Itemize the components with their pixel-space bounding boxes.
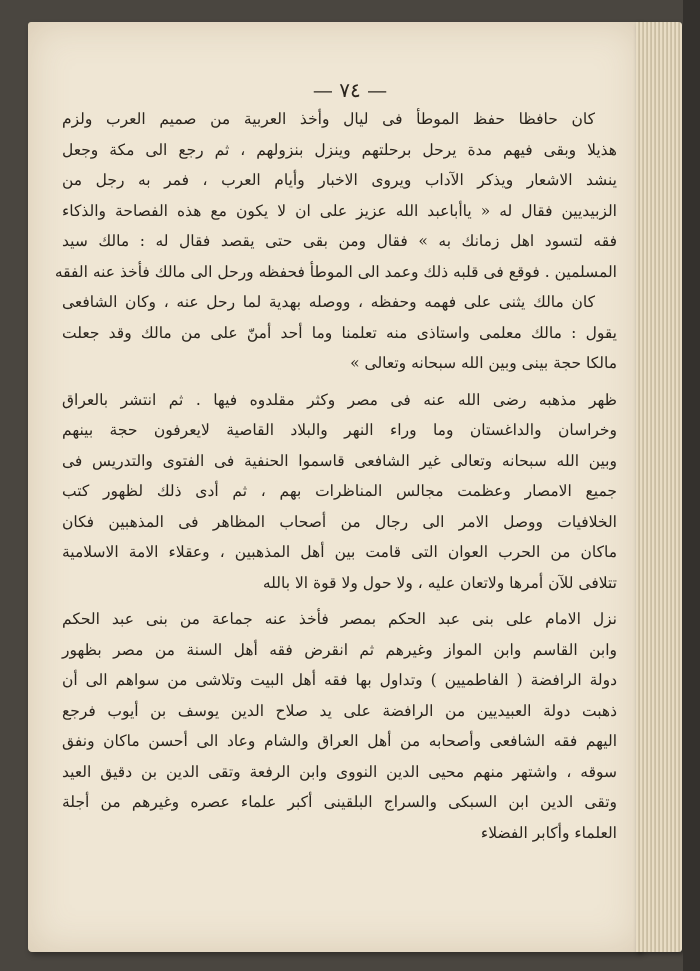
text-line: ينشد الاشعار ويذكر الآداب ويروى الاخبار وأيام العرب ، فمر به رجل من [62,171,617,189]
text-line: هذيلا وبقى فيهم مدة يرحل برحلتهم وينزل بنزولهم ، ثم رجع الى مكة وجعل [62,140,617,159]
text-line: تتلافى للآن أمرها ولاتعان عليه ، ولا حول ولا قوة الا بالله [262,573,617,592]
book-binding [683,0,700,971]
text-line: وخراسان والداغستان وما وراء النهر والبلاد القاصية لايعرفون حجة بينهم [62,421,617,439]
text-line: سوقه ، واشتهر منهم محيى الدين النووى وابن الرفعة وتقى الدين بن دقيق العيد [62,762,617,781]
text-line: نزل الامام على بنى عبد الحكم بمصر فأخذ عنه جماعة من بنى عبد الحكم [62,610,617,628]
text-line: كان مالك يثنى على فهمه وحفظه ، ووصله بهدية لما رحل عنه ، وكان الشافعى [62,293,595,311]
page-edges [636,22,682,952]
text-line: وابن القاسم وابن المواز وغيرهم ثم انقرض فقه أهل السنة من مصر بظهور [62,640,617,659]
text-line: جميع الامصار وعظمت مجالس المناظرات بهم ، ثم أدى ذلك لظهور كتب [62,482,617,500]
text-line: فقه لتسود اهل زمانك به » فقال ومن بقى حتى يقصد فقال له : مالك سيد [62,232,617,250]
text-line: وتقى الدين ابن السبكى والسراج البلقينى أكبر علماء عصره وغيرهم من أجلة [62,793,617,811]
text-line: المسلمين . فوقع فى قلبه ذلك وعمد الى الموطأ فحفظه ورحل الى مالك فأخذ عنه الفقه [54,262,617,281]
text-line: ظهر مذهبه رضى الله عنه فى مصر وكثر مقلدوه فيها . ثم انتشر بالعراق [62,390,617,409]
text-line: دولة الرافضة ( الفاطميين ) وتداول بها فقه أهل البيت وتلاشى من سواهم الى أن [62,671,617,689]
text-line: اليهم فقه الشافعى وأصحابه من أهل العراق والشام وعاد الى أحسن ماكان ونفق [62,732,617,750]
body-text [54,104,617,848]
page-number: — ٧٤ — [312,78,388,102]
text-line: يقول : مالك معلمى واستاذى منه تعلمنا وما أحد أمنّ على من مالك وقد جعلت [62,323,617,342]
text-line: مالكا حجة بينى وبين الله سبحانه وتعالى » [350,354,617,372]
text-line: كان حافظا حفظ الموطأ فى ليال وأخذ العربية من صميم العرب ولزم [62,110,595,128]
text-line: العلماء وأكابر الفضلاء [480,823,617,842]
text-line: الزبيديين فقال له « ياأباعبد الله عزيز على ان لا يكون مع هذه الفصاحة والذكاء [62,201,617,220]
text-line: ذهبت دولة العبيديين من الرافضة على يد صلاح الدين يوسف بن أيوب فرجع [62,701,617,720]
text-line: الخلافيات ووصل الامر الى رجال من أصحاب المظاهر فى المذهبين فكان [62,512,617,531]
text-line: ماكان من الحرب العوان التى قامت بين أهل المذهبين ، وعقلاء الامة الاسلامية [62,543,617,561]
text-line: وبين الله سبحانه وتعالى غير الشافعى قاسموا الحنفية فى الفتوى والتدريس فى [62,451,617,470]
